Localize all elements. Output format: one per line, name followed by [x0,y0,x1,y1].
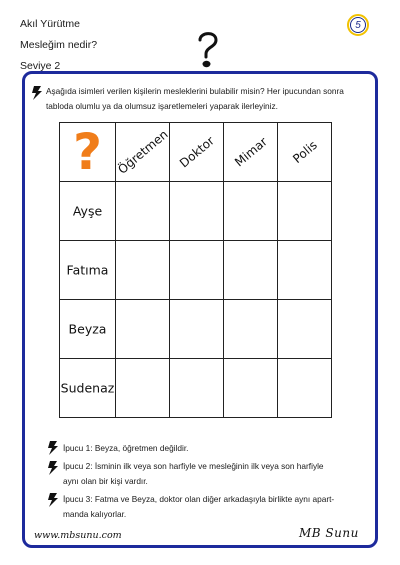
lightning-bolt-icon [47,441,59,455]
row-label: Ayşe [60,182,116,241]
row-label: Fatıma [60,241,116,300]
publisher-signature: MB Sunu [299,526,359,540]
grid-cell[interactable] [278,300,332,359]
grid-cell[interactable] [278,359,332,418]
question-mark-icon [192,28,222,70]
lightning-bolt-icon [47,461,59,475]
grid-corner [60,123,116,182]
subject-label: Akıl Yürütme [20,18,80,30]
clue-2: İpucu 2: İsminin ilk veya son harfiyle ve mesleğinin ilk veya son harfiyle aynı olan bir kişi vardır. [63,461,324,486]
worksheet-title: Mesleğim nedir? [20,39,98,51]
lightning-bolt-icon [47,493,59,507]
lightning-bolt-icon [31,86,43,100]
grid-cell[interactable] [116,182,170,241]
grid-cell[interactable] [170,359,224,418]
grid-cell[interactable] [224,359,278,418]
row-label: Sudenaz [60,359,116,418]
grid-cell[interactable] [116,241,170,300]
column-header: Öğretmen [116,123,170,182]
column-header: Mimar [224,123,278,182]
column-header: Polis [278,123,332,182]
grid-header-row [60,123,332,182]
level-label: Seviye 2 [20,60,61,72]
grid-cell[interactable] [116,359,170,418]
column-header: Doktor [170,123,224,182]
grid-row [60,300,332,359]
grid-cell[interactable] [170,300,224,359]
row-label: Beyza [60,300,116,359]
grid-cell[interactable] [278,241,332,300]
page-number: 5 [355,19,361,31]
grid-cell[interactable] [170,182,224,241]
clue-3: İpucu 3: Fatma ve Beyza, doktor olan diğer arkadaşıyla birlikte aynı apart- manda kalıyorlar. [63,494,335,519]
grid-cell[interactable] [170,241,224,300]
grid-cell[interactable] [224,241,278,300]
grid-cell[interactable] [224,182,278,241]
grid-row [60,359,332,418]
logic-grid [59,122,332,418]
grid-row [60,241,332,300]
page-number-badge [347,14,369,36]
grid-row [60,182,332,241]
website-link[interactable]: www.mbsunu.com [34,530,122,541]
clue-1: İpucu 1: Beyza, öğretmen değildir. [63,443,189,453]
grid-cell[interactable] [116,300,170,359]
grid-cell[interactable] [278,182,332,241]
question-mark-icon: ? [72,123,103,181]
intro-text: Aşağıda isimleri verilen kişilerin mesleklerini bulabilir misin? Her ipucundan sonra tabloda olumlu ya da olumsuz işaretlemeleri yaparak ilerleyiniz. [46,86,344,111]
grid-cell[interactable] [224,300,278,359]
